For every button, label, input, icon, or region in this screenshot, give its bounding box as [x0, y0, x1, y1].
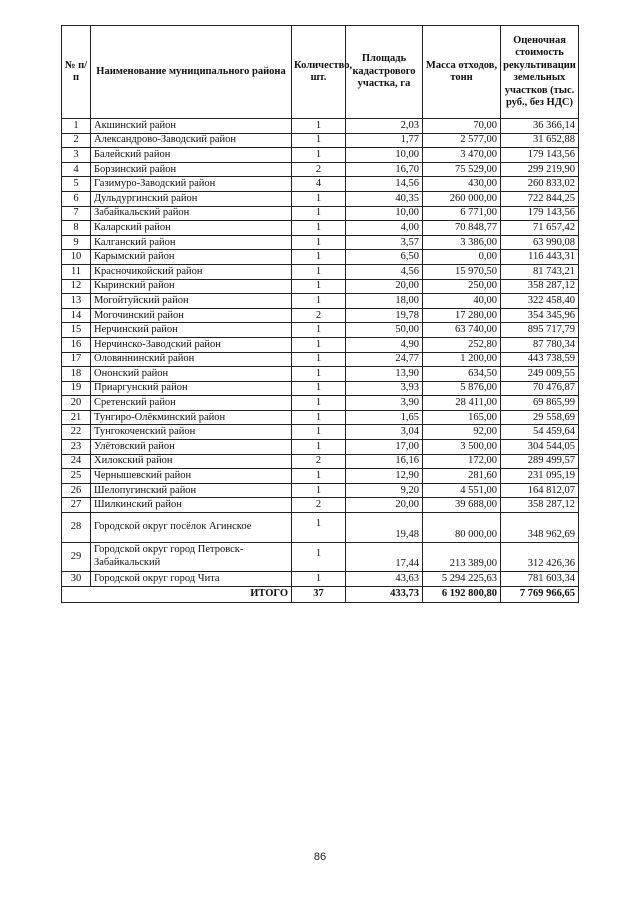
cell-num: 25: [62, 469, 91, 484]
cell-name: Могочинский район: [91, 308, 292, 323]
cell-cost: 348 962,69: [501, 513, 579, 543]
cell-count: 1: [292, 367, 346, 382]
cell-name: Сретенский район: [91, 396, 292, 411]
cell-num: 14: [62, 308, 91, 323]
cell-num: 18: [62, 367, 91, 382]
cell-count: 1: [292, 264, 346, 279]
cell-num: 21: [62, 410, 91, 425]
table-row: [62, 162, 579, 177]
table-row: [62, 235, 579, 250]
cell-cost: 358 287,12: [501, 498, 579, 513]
cell-num: 2: [62, 133, 91, 148]
cell-num: 6: [62, 191, 91, 206]
cell-num: 28: [62, 513, 91, 543]
cell-name: Забайкальский район: [91, 206, 292, 221]
cell-cost: 29 558,69: [501, 410, 579, 425]
cell-count: 1: [292, 191, 346, 206]
cell-mass: 0,00: [423, 250, 501, 265]
table-row: [62, 250, 579, 265]
total-count: 37: [292, 586, 346, 602]
table-row: [62, 425, 579, 440]
table-row: [62, 352, 579, 367]
cell-num: 27: [62, 498, 91, 513]
cell-cost: 289 499,57: [501, 454, 579, 469]
cell-mass: 4 551,00: [423, 483, 501, 498]
table-row: [62, 323, 579, 338]
table-row: [62, 191, 579, 206]
cell-name: Карымский район: [91, 250, 292, 265]
cell-num: 16: [62, 337, 91, 352]
cell-cost: 260 833,02: [501, 177, 579, 192]
table-row: [62, 469, 579, 484]
table-row: [62, 498, 579, 513]
cell-cost: 179 143,56: [501, 148, 579, 163]
cell-num: 17: [62, 352, 91, 367]
cell-mass: 5 876,00: [423, 381, 501, 396]
total-cost: 7 769 966,65: [501, 586, 579, 602]
cell-mass: 40,00: [423, 294, 501, 309]
table-row: [62, 396, 579, 411]
table-body: [62, 119, 579, 603]
cell-mass: 281,60: [423, 469, 501, 484]
cell-mass: 5 294 225,63: [423, 572, 501, 587]
cell-name: Красночикойский район: [91, 264, 292, 279]
cell-mass: 6 771,00: [423, 206, 501, 221]
cell-count: 1: [292, 337, 346, 352]
cell-area: 3,57: [346, 235, 423, 250]
cell-num: 5: [62, 177, 91, 192]
cell-mass: 3 500,00: [423, 440, 501, 455]
header-name: Наименование муниципального района: [91, 26, 292, 119]
cell-name: Александрово-Заводский район: [91, 133, 292, 148]
cell-area: 12,90: [346, 469, 423, 484]
cell-name: Нерчинский район: [91, 323, 292, 338]
cell-mass: 1 200,00: [423, 352, 501, 367]
cell-num: 20: [62, 396, 91, 411]
cell-cost: 312 426,36: [501, 542, 579, 572]
cell-area: 4,56: [346, 264, 423, 279]
cell-num: 8: [62, 221, 91, 236]
cell-name: Городской округ город Чита: [91, 572, 292, 587]
cell-area: 10,00: [346, 148, 423, 163]
table-row: [62, 440, 579, 455]
cell-name: Хилокский район: [91, 454, 292, 469]
table-row: [62, 542, 579, 572]
cell-area: 3,93: [346, 381, 423, 396]
cell-mass: 70,00: [423, 119, 501, 134]
cell-cost: 69 865,99: [501, 396, 579, 411]
cell-mass: 2 577,00: [423, 133, 501, 148]
cell-cost: 31 652,88: [501, 133, 579, 148]
cell-area: 4,90: [346, 337, 423, 352]
cell-area: 18,00: [346, 294, 423, 309]
cell-count: 1: [292, 250, 346, 265]
cell-cost: 781 603,34: [501, 572, 579, 587]
cell-num: 29: [62, 542, 91, 572]
cell-count: 1: [292, 469, 346, 484]
cell-name: Могойтуйский район: [91, 294, 292, 309]
cell-area: 40,35: [346, 191, 423, 206]
cell-count: 1: [292, 440, 346, 455]
cell-cost: 354 345,96: [501, 308, 579, 323]
cell-mass: 430,00: [423, 177, 501, 192]
cell-count: 1: [292, 381, 346, 396]
table-row: [62, 221, 579, 236]
cell-cost: 54 459,64: [501, 425, 579, 440]
cell-num: 26: [62, 483, 91, 498]
cell-area: 19,48: [346, 513, 423, 543]
cell-area: 4,00: [346, 221, 423, 236]
cell-num: 30: [62, 572, 91, 587]
cell-num: 4: [62, 162, 91, 177]
cell-cost: 164 812,07: [501, 483, 579, 498]
cell-count: 1: [292, 235, 346, 250]
cell-cost: 895 717,79: [501, 323, 579, 338]
table-row: [62, 367, 579, 382]
cell-name: Каларский район: [91, 221, 292, 236]
cell-cost: 304 544,05: [501, 440, 579, 455]
table-row: [62, 206, 579, 221]
cell-count: 1: [292, 206, 346, 221]
cell-area: 16,70: [346, 162, 423, 177]
cell-area: 10,00: [346, 206, 423, 221]
cell-name: Балейский район: [91, 148, 292, 163]
cell-count: 2: [292, 498, 346, 513]
cell-area: 14,56: [346, 177, 423, 192]
cell-count: 2: [292, 454, 346, 469]
cell-name: Шилкинский район: [91, 498, 292, 513]
total-area: 433,73: [346, 586, 423, 602]
cell-mass: 70 848,77: [423, 221, 501, 236]
cell-name: Чернышевский район: [91, 469, 292, 484]
cell-num: 9: [62, 235, 91, 250]
cell-count: 1: [292, 396, 346, 411]
table-total-row: [62, 586, 579, 602]
cell-name: Ононский район: [91, 367, 292, 382]
cell-cost: 36 366,14: [501, 119, 579, 134]
cell-mass: 213 389,00: [423, 542, 501, 572]
cell-num: 13: [62, 294, 91, 309]
cell-count: 1: [292, 572, 346, 587]
cell-count: 1: [292, 279, 346, 294]
cell-cost: 443 738,59: [501, 352, 579, 367]
cell-count: 1: [292, 294, 346, 309]
cell-cost: 231 095,19: [501, 469, 579, 484]
cell-name: Калганский район: [91, 235, 292, 250]
cell-area: 3,04: [346, 425, 423, 440]
cell-area: 50,00: [346, 323, 423, 338]
cell-cost: 87 780,34: [501, 337, 579, 352]
cell-area: 2,03: [346, 119, 423, 134]
cell-count: 4: [292, 177, 346, 192]
cell-cost: 81 743,21: [501, 264, 579, 279]
cell-name: Тунгокоченский район: [91, 425, 292, 440]
table-row: [62, 279, 579, 294]
table-row: [62, 513, 579, 543]
table-header-row: [62, 26, 579, 119]
cell-num: 22: [62, 425, 91, 440]
cell-name: Городской округ посёлок Агинское: [91, 513, 292, 543]
cell-mass: 634,50: [423, 367, 501, 382]
cell-cost: 722 844,25: [501, 191, 579, 206]
cell-count: 1: [292, 410, 346, 425]
cell-area: 17,00: [346, 440, 423, 455]
cell-cost: 71 657,42: [501, 221, 579, 236]
table-row: [62, 410, 579, 425]
cell-num: 12: [62, 279, 91, 294]
cell-count: 1: [292, 133, 346, 148]
cell-count: 2: [292, 308, 346, 323]
cell-name: Нерчинско-Заводский район: [91, 337, 292, 352]
total-mass: 6 192 800,80: [423, 586, 501, 602]
cell-count: 1: [292, 425, 346, 440]
cell-mass: 28 411,00: [423, 396, 501, 411]
cell-name: Борзинский район: [91, 162, 292, 177]
cell-area: 1,77: [346, 133, 423, 148]
page-number: 86: [313, 851, 327, 863]
cell-name: Дульдургинский район: [91, 191, 292, 206]
table-row: [62, 572, 579, 587]
cell-name: Городской округ город Петровск-Забайкальский: [91, 542, 292, 572]
cell-area: 9,20: [346, 483, 423, 498]
total-label: ИТОГО: [62, 586, 292, 602]
cell-cost: 249 009,55: [501, 367, 579, 382]
cell-cost: 299 219,90: [501, 162, 579, 177]
header-count: Количество, шт.: [292, 26, 346, 119]
cell-num: 24: [62, 454, 91, 469]
cell-area: 24,77: [346, 352, 423, 367]
cell-mass: 260 000,00: [423, 191, 501, 206]
cell-num: 3: [62, 148, 91, 163]
cell-name: Тунгиро-Олёкминский район: [91, 410, 292, 425]
cell-count: 1: [292, 483, 346, 498]
table-row: [62, 133, 579, 148]
cell-count: 1: [292, 513, 346, 543]
cell-cost: 63 990,08: [501, 235, 579, 250]
table-row: [62, 381, 579, 396]
table-row: [62, 264, 579, 279]
cell-mass: 80 000,00: [423, 513, 501, 543]
cell-mass: 172,00: [423, 454, 501, 469]
cell-area: 20,00: [346, 498, 423, 513]
cell-name: Шелопугинский район: [91, 483, 292, 498]
cell-mass: 165,00: [423, 410, 501, 425]
cell-area: 43,63: [346, 572, 423, 587]
cell-cost: 358 287,12: [501, 279, 579, 294]
cell-count: 1: [292, 119, 346, 134]
table-row: [62, 119, 579, 134]
cell-mass: 250,00: [423, 279, 501, 294]
cell-area: 6,50: [346, 250, 423, 265]
cell-num: 1: [62, 119, 91, 134]
cell-mass: 63 740,00: [423, 323, 501, 338]
table-row: [62, 454, 579, 469]
cell-cost: 70 476,87: [501, 381, 579, 396]
cell-cost: 116 443,31: [501, 250, 579, 265]
cell-name: Оловяннинский район: [91, 352, 292, 367]
cell-num: 7: [62, 206, 91, 221]
cell-name: Улётовский район: [91, 440, 292, 455]
cell-mass: 39 688,00: [423, 498, 501, 513]
table-row: [62, 148, 579, 163]
cell-num: 10: [62, 250, 91, 265]
cell-count: 1: [292, 148, 346, 163]
cell-mass: 3 470,00: [423, 148, 501, 163]
cell-count: 1: [292, 352, 346, 367]
cell-count: 1: [292, 323, 346, 338]
cell-name: Кыринский район: [91, 279, 292, 294]
cell-area: 3,90: [346, 396, 423, 411]
table-row: [62, 294, 579, 309]
cell-count: 1: [292, 221, 346, 236]
cell-area: 19,78: [346, 308, 423, 323]
cell-cost: 322 458,40: [501, 294, 579, 309]
cell-area: 13,90: [346, 367, 423, 382]
table-row: [62, 177, 579, 192]
cell-cost: 179 143,56: [501, 206, 579, 221]
cell-name: Газимуро-Заводский район: [91, 177, 292, 192]
cell-area: 1,65: [346, 410, 423, 425]
cell-mass: 17 280,00: [423, 308, 501, 323]
header-area: Площадь кадастрового участка, га: [346, 26, 423, 119]
cell-area: 20,00: [346, 279, 423, 294]
cell-mass: 92,00: [423, 425, 501, 440]
cell-mass: 75 529,00: [423, 162, 501, 177]
header-cost: Оценочная стоимость рекультивации земельных участков (тыс. руб., без НДС): [501, 26, 579, 119]
cell-area: 17,44: [346, 542, 423, 572]
cell-num: 15: [62, 323, 91, 338]
cell-mass: 3 386,00: [423, 235, 501, 250]
header-num: № п/п: [62, 26, 91, 119]
cell-num: 19: [62, 381, 91, 396]
cell-num: 11: [62, 264, 91, 279]
landfill-reclamation-table: [61, 25, 579, 603]
cell-area: 16,16: [346, 454, 423, 469]
table-row: [62, 308, 579, 323]
cell-count: 2: [292, 162, 346, 177]
cell-name: Акшинский район: [91, 119, 292, 134]
cell-mass: 252,80: [423, 337, 501, 352]
header-mass: Масса отходов, тонн: [423, 26, 501, 119]
table-row: [62, 337, 579, 352]
cell-count: 1: [292, 542, 346, 572]
cell-num: 23: [62, 440, 91, 455]
table-row: [62, 483, 579, 498]
cell-mass: 15 970,50: [423, 264, 501, 279]
cell-name: Приаргунский район: [91, 381, 292, 396]
